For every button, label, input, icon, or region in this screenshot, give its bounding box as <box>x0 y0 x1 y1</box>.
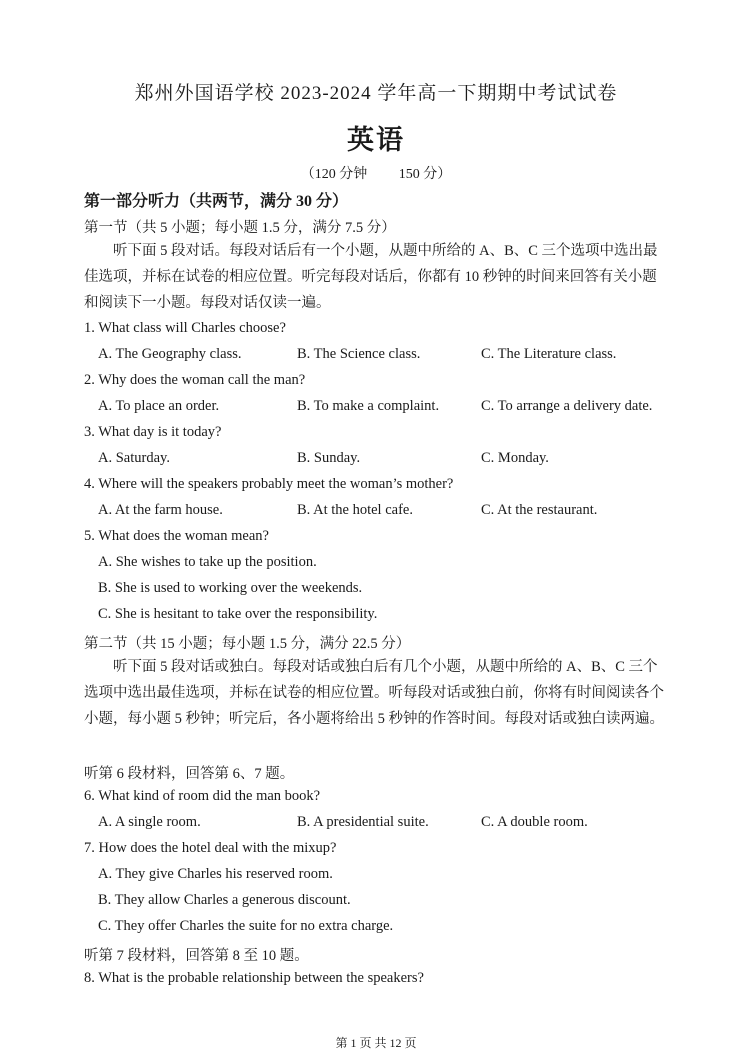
option-a: A. She wishes to take up the position. <box>98 554 317 570</box>
option-b: B. To make a complaint. <box>297 398 440 414</box>
option-c: C. They offer Charles the suite for no extra charge. <box>98 918 394 934</box>
question-stem: 7. How does the hotel deal with the mixup? <box>84 840 337 856</box>
option-b: B. Sunday. <box>297 450 361 466</box>
question-stem: 2. Why does the woman call the man? <box>84 372 306 388</box>
option-a: A. To place an order. <box>98 398 220 414</box>
option-a: A. They give Charles his reserved room. <box>98 866 333 882</box>
question-stem: 3. What day is it today? <box>84 424 222 440</box>
option-a: A. The Geography class. <box>98 346 242 362</box>
option-c: C. She is hesitant to take over the responsibility. <box>98 606 378 622</box>
option-b: B. The Science class. <box>297 346 421 362</box>
section1-heading: 第一节（共 5 小题；每小题 1.5 分，满分 7.5 分） <box>84 220 396 236</box>
option-b: B. A presidential suite. <box>297 814 429 830</box>
question-stem: 4. Where will the speakers probably meet the woman’s mother? <box>84 476 454 492</box>
option-a: A. Saturday. <box>98 450 170 466</box>
subject-title: 英语 <box>347 125 405 156</box>
question-stem: 1. What class will Charles choose? <box>84 320 286 336</box>
section2-instructions: 听下面 5 段对话或独白。每段对话或独白后有几个小题，从题中所给的 A、B、C 三个选项中选出最佳选项，并标在试卷的相应位置。听每段对话或独白前，你将有时间阅读各个小题，每小题 5 秒钟；听完后，各小题将给出 5 秒钟的作答时间。每段对话或独白读两遍。 <box>84 659 664 727</box>
option-a: A. At the farm house. <box>98 502 223 518</box>
exam-time: （120 分钟 <box>300 167 368 182</box>
page-footer: 第 1 页 共 12 页 <box>335 1036 417 1050</box>
option-b: B. They allow Charles a generous discount. <box>98 892 351 908</box>
section2-heading: 第二节（共 15 小题；每小题 1.5 分，满分 22.5 分） <box>84 636 411 652</box>
question-stem: 8. What is the probable relationship between the speakers? <box>84 970 424 986</box>
option-b: B. At the hotel cafe. <box>297 502 413 518</box>
part1-heading: 第一部分听力（共两节，满分 30 分） <box>84 193 349 210</box>
exam-title: 郑州外国语学校 2023-2024 学年高一下期期中考试试卷 <box>134 83 618 104</box>
option-c: C. The Literature class. <box>481 346 617 362</box>
exam-meta <box>0 163 752 183</box>
option-a: A. A single room. <box>98 814 201 830</box>
question-stem: 6. What kind of room did the man book? <box>84 788 321 804</box>
material-6-note: 听第 6 段材料，回答第 6、7 题。 <box>84 766 295 782</box>
option-c: C. At the restaurant. <box>481 502 598 518</box>
material-7-note: 听第 7 段材料，回答第 8 至 10 题。 <box>84 948 309 964</box>
option-b: B. She is used to working over the weekends. <box>98 580 363 596</box>
question-stem: 5. What does the woman mean? <box>84 528 269 544</box>
section1-instructions: 听下面 5 段对话。每段对话后有一个小题，从题中所给的 A、B、C 三个选项中选出最佳选项，并标在试卷的相应位置。听完每段对话后，你都有 10 秒钟的时间来回答有关小题和阅读下一小题。每段对话仅读一遍。 <box>84 243 658 311</box>
option-c: C. A double room. <box>481 814 588 830</box>
option-c: C. Monday. <box>481 450 549 466</box>
exam-score: 150 分） <box>398 167 452 182</box>
option-c: C. To arrange a delivery date. <box>481 398 653 414</box>
